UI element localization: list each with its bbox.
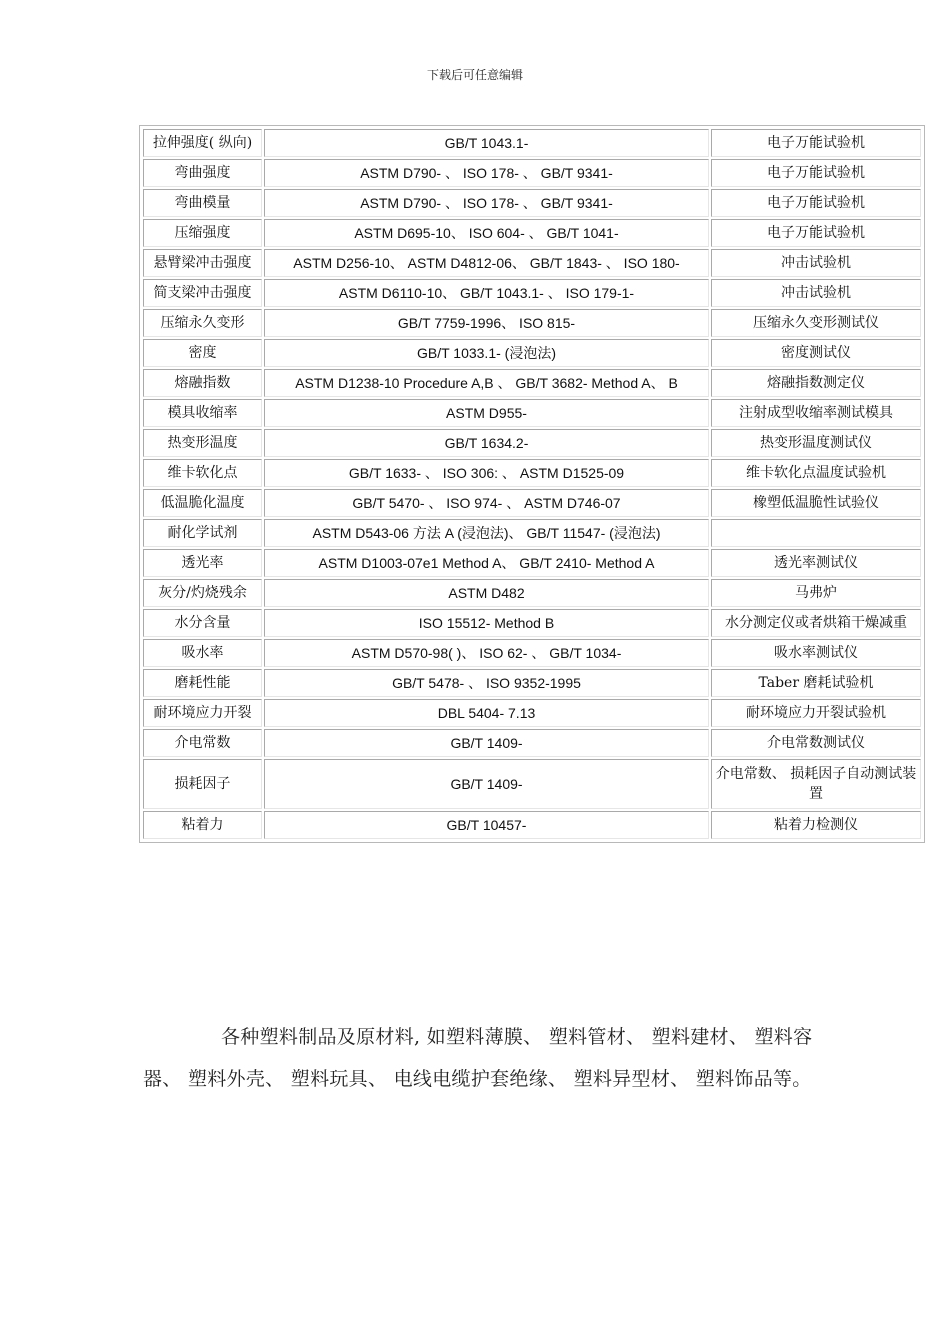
table-row <box>143 519 921 547</box>
test-item-cell: 透光率 <box>143 549 262 577</box>
standard-cell: ASTM D790- 、 ISO 178- 、 GB/T 9341- <box>264 189 709 217</box>
table-row <box>143 489 921 517</box>
standard-cell: ASTM D790- 、 ISO 178- 、 GB/T 9341- <box>264 159 709 187</box>
test-item-cell: 灰分/灼烧残余 <box>143 579 262 607</box>
table-row <box>143 729 921 757</box>
test-item-cell: 熔融指数 <box>143 369 262 397</box>
equipment-cell: 介电常数、 损耗因子自动测试装置 <box>711 759 921 809</box>
table-row <box>143 699 921 727</box>
table-row <box>143 459 921 487</box>
equipment-cell: 电子万能试验机 <box>711 219 921 247</box>
table-row <box>143 811 921 839</box>
standard-cell: ASTM D695-10、 ISO 604- 、 GB/T 1041- <box>264 219 709 247</box>
equipment-cell: 冲击试验机 <box>711 249 921 277</box>
standard-cell: ASTM D1238-10 Procedure A,B 、 GB/T 3682- Method A、 B <box>264 369 709 397</box>
table-row <box>143 339 921 367</box>
equipment-cell: 熔融指数测定仪 <box>711 369 921 397</box>
test-item-cell: 悬臂梁冲击强度 <box>143 249 262 277</box>
equipment-cell <box>711 519 921 547</box>
table-row <box>143 639 921 667</box>
table-row <box>143 429 921 457</box>
test-item-cell: 模具收缩率 <box>143 399 262 427</box>
standards-table <box>139 125 925 843</box>
equipment-cell: 电子万能试验机 <box>711 159 921 187</box>
equipment-cell: 压缩永久变形测试仪 <box>711 309 921 337</box>
equipment-cell: 维卡软化点温度试验机 <box>711 459 921 487</box>
table-row <box>143 399 921 427</box>
standard-cell: GB/T 5470- 、 ISO 974- 、 ASTM D746-07 <box>264 489 709 517</box>
standard-cell: GB/T 1634.2- <box>264 429 709 457</box>
page-header: 下载后可任意编辑 <box>426 68 523 82</box>
test-item-cell: 压缩永久变形 <box>143 309 262 337</box>
test-item-cell: 损耗因子 <box>143 759 262 809</box>
test-item-cell: 热变形温度 <box>143 429 262 457</box>
equipment-cell: 密度测试仪 <box>711 339 921 367</box>
equipment-cell: 水分测定仪或者烘箱干燥减重 <box>711 609 921 637</box>
table-row <box>143 219 921 247</box>
table-row <box>143 309 921 337</box>
table-row <box>143 549 921 577</box>
standard-cell: ASTM D482 <box>264 579 709 607</box>
standard-cell: GB/T 1043.1- <box>264 129 709 157</box>
standard-cell: ASTM D1003-07e1 Method A、 GB/T 2410- Method A <box>264 549 709 577</box>
standard-cell: GB/T 5478- 、 ISO 9352-1995 <box>264 669 709 697</box>
test-item-cell: 介电常数 <box>143 729 262 757</box>
table-row <box>143 579 921 607</box>
test-item-cell: 磨耗性能 <box>143 669 262 697</box>
application-paragraph: 各种塑料制品及原材料, 如塑料薄膜、 塑料管材、 塑料建材、 塑料容器、 塑料外壳、 塑料玩具、 电线电缆护套绝缘、 塑料异型材、 塑料饰品等。 <box>143 1026 813 1090</box>
equipment-cell: 马弗炉 <box>711 579 921 607</box>
standard-cell: ISO 15512- Method B <box>264 609 709 637</box>
table-row <box>143 669 921 697</box>
equipment-cell: 电子万能试验机 <box>711 129 921 157</box>
standard-cell: GB/T 1033.1- (浸泡法) <box>264 339 709 367</box>
standard-cell: GB/T 10457- <box>264 811 709 839</box>
equipment-cell: Taber 磨耗试验机 <box>711 669 921 697</box>
standard-cell: DBL 5404- 7.13 <box>264 699 709 727</box>
test-item-cell: 维卡软化点 <box>143 459 262 487</box>
table-row <box>143 279 921 307</box>
test-item-cell: 弯曲强度 <box>143 159 262 187</box>
table-row <box>143 759 921 809</box>
table-row <box>143 249 921 277</box>
test-item-cell: 耐化学试剂 <box>143 519 262 547</box>
standard-cell: GB/T 1409- <box>264 729 709 757</box>
equipment-cell: 吸水率测试仪 <box>711 639 921 667</box>
test-item-cell: 弯曲模量 <box>143 189 262 217</box>
test-item-cell: 吸水率 <box>143 639 262 667</box>
test-item-cell: 拉伸强度( 纵向) <box>143 129 262 157</box>
standard-cell: ASTM D543-06 方法 A (浸泡法)、 GB/T 11547- (浸泡法) <box>264 519 709 547</box>
standard-cell: ASTM D955- <box>264 399 709 427</box>
standard-cell: ASTM D570-98( )、 ISO 62- 、 GB/T 1034- <box>264 639 709 667</box>
standard-cell: GB/T 7759-1996、 ISO 815- <box>264 309 709 337</box>
standard-cell: GB/T 1409- <box>264 759 709 809</box>
equipment-cell: 注射成型收缩率测试模具 <box>711 399 921 427</box>
standard-cell: GB/T 1633- 、 ISO 306: 、 ASTM D1525-09 <box>264 459 709 487</box>
table-row <box>143 189 921 217</box>
standards-table-body <box>143 129 921 839</box>
equipment-cell: 介电常数测试仪 <box>711 729 921 757</box>
equipment-cell: 透光率测试仪 <box>711 549 921 577</box>
equipment-cell: 电子万能试验机 <box>711 189 921 217</box>
test-item-cell: 压缩强度 <box>143 219 262 247</box>
table-row <box>143 369 921 397</box>
equipment-cell: 冲击试验机 <box>711 279 921 307</box>
test-item-cell: 低温脆化温度 <box>143 489 262 517</box>
equipment-cell: 粘着力检测仪 <box>711 811 921 839</box>
table-row <box>143 609 921 637</box>
test-item-cell: 密度 <box>143 339 262 367</box>
equipment-cell: 热变形温度测试仪 <box>711 429 921 457</box>
standard-cell: ASTM D6110-10、 GB/T 1043.1- 、 ISO 179-1- <box>264 279 709 307</box>
table-row <box>143 129 921 157</box>
test-item-cell: 粘着力 <box>143 811 262 839</box>
equipment-cell: 耐环境应力开裂试验机 <box>711 699 921 727</box>
equipment-cell: 橡塑低温脆性试验仪 <box>711 489 921 517</box>
table-row <box>143 159 921 187</box>
test-item-cell: 简支梁冲击强度 <box>143 279 262 307</box>
standard-cell: ASTM D256-10、 ASTM D4812-06、 GB/T 1843- 、 ISO 180- <box>264 249 709 277</box>
test-item-cell: 耐环境应力开裂 <box>143 699 262 727</box>
test-item-cell: 水分含量 <box>143 609 262 637</box>
